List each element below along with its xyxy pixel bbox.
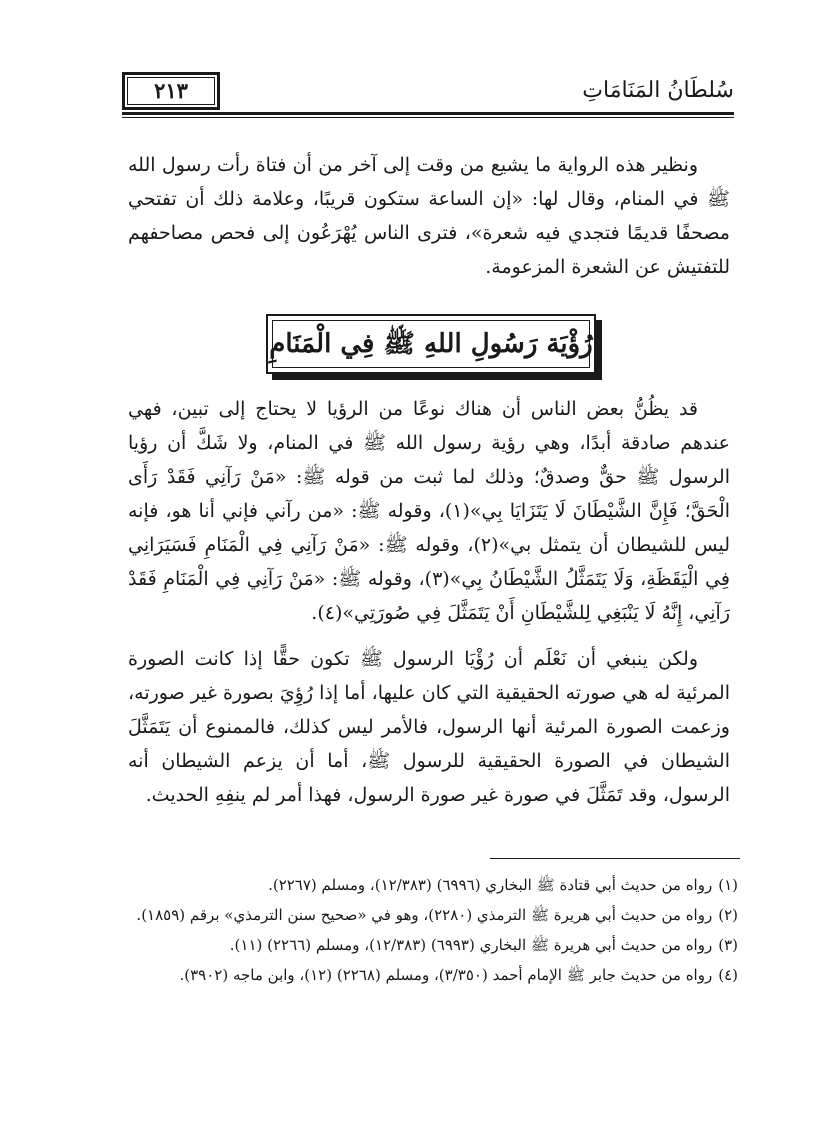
footnote-1 [128, 872, 738, 898]
footnote-text: رواه من حديث جابر ﷺ الإمام أحمد (٣/٣٥٠)، ومسلم (٢٢٦٨) (١٢)، وابن ماجه (٣٩٠٢). [179, 966, 713, 984]
footnote-2 [128, 902, 738, 928]
page-header [122, 72, 734, 118]
header-rule [122, 112, 734, 115]
footnote-3 [128, 932, 738, 958]
footnote-text: رواه من حديث أبي هريرة ﷺ البخاري (٦٩٩٣) (١٢/٣٨٣)، ومسلم (٢٢٦٦) (١١). [229, 936, 713, 954]
page-number: ٢١٣ [122, 72, 220, 110]
footnote-4 [128, 962, 738, 988]
paragraph-2: قد يظُنُّ بعض الناس أن هناك نوعًا من الرؤيا لا يحتاج إلى تبين، فهي عندهم صادقة أبدًا، وهي رؤية رسول الله ﷺ في المنام، ولا شَكَّ أن رؤيا الرسول ﷺ حقٌّ وصدقٌ؛ وذلك لما ثبت من قوله ﷺ: «مَنْ رَآنِي فَقَدْ رَأَى الْحَقَّ؛ فَإِنَّ الشَّيْطَانَ لَا يَتَزَايَا بِي»(١)، وقوله ﷺ: «من رآني فإني أنا هو، فإنه ليس للشيطان أن يتمثل بي»(٢)، وقوله ﷺ: «مَنْ رَآنِي فِي الْمَنَامِ فَسَيَرَانِي فِي الْيَقَظَةِ، وَلَا يَتَمَثَّلُ الشَّيْطَانُ بِي»(٣)، وقوله ﷺ: «مَنْ رَآنِي فِي الْمَنَامِ فَقَدْ رَآنِي، إِنَّهُ لَا يَنْبَغِي لِلشَّيْطَانِ أَنْ يَتَمَثَّلَ فِي صُورَتِي»(٤). [128, 398, 730, 624]
paragraph-1: ونظير هذه الرواية ما يشيع من وقت إلى آخر من أن فتاة رأت رسول الله ﷺ في المنام، وقال لها: «إن الساعة ستكون قريبًا، وعلامة ذلك أن تفتحي مصحفًا قديمًا فتجدي فيه شعرة»، فترى الناس يُهْرَعُون إلى فحص مصاحفهم للتفتيش عن الشعرة المزعومة. [128, 154, 730, 278]
header-rule-thin [122, 117, 734, 118]
footnote-number: (٣) [718, 936, 738, 954]
footnotes [128, 872, 738, 992]
footnote-number: (١) [718, 876, 738, 894]
paragraph-3: ولكن ينبغي أن نَعْلَم أن رُؤْيَا الرسول ﷺ تكون حقًّا إذا كانت الصورة المرئية له هي صورته الحقيقية التي كان عليها، أما إذا رُؤِيَ بصورة غير صورته، وزعمت الصورة المرئية أنها الرسول، فالأمر ليس كذلك، فالممنوع أن يَتَمَثَّلَ الشيطان في الصورة الحقيقية للرسول ﷺ، أما أن يزعم الشيطان أنه الرسول، وقد تَمَثَّلَ في صورة غير صورة الرسول، فهذا أمر لم ينفِهِ الحديث. [128, 648, 730, 806]
footnote-text: رواه من حديث أبي هريرة ﷺ الترمذي (٢٢٨٠)، وهو في «صحيح سنن الترمذي» برقم (١٨٥٩). [136, 906, 713, 924]
footnote-text: رواه من حديث أبي قتادة ﷺ البخاري (٦٩٩٦) (١٢/٣٨٣)، ومسلم (٢٢٦٧). [268, 876, 713, 894]
section-title: رُؤْيَة رَسُولِ اللهِ ﷺ فِي الْمَنَامِ [269, 329, 593, 359]
footnote-number: (٢) [718, 906, 738, 924]
running-title: سُلطَانُ المَنَامَاتِ [582, 78, 734, 103]
section-title-box [266, 314, 596, 374]
footnote-separator [490, 858, 740, 859]
footnote-number: (٤) [718, 966, 738, 984]
